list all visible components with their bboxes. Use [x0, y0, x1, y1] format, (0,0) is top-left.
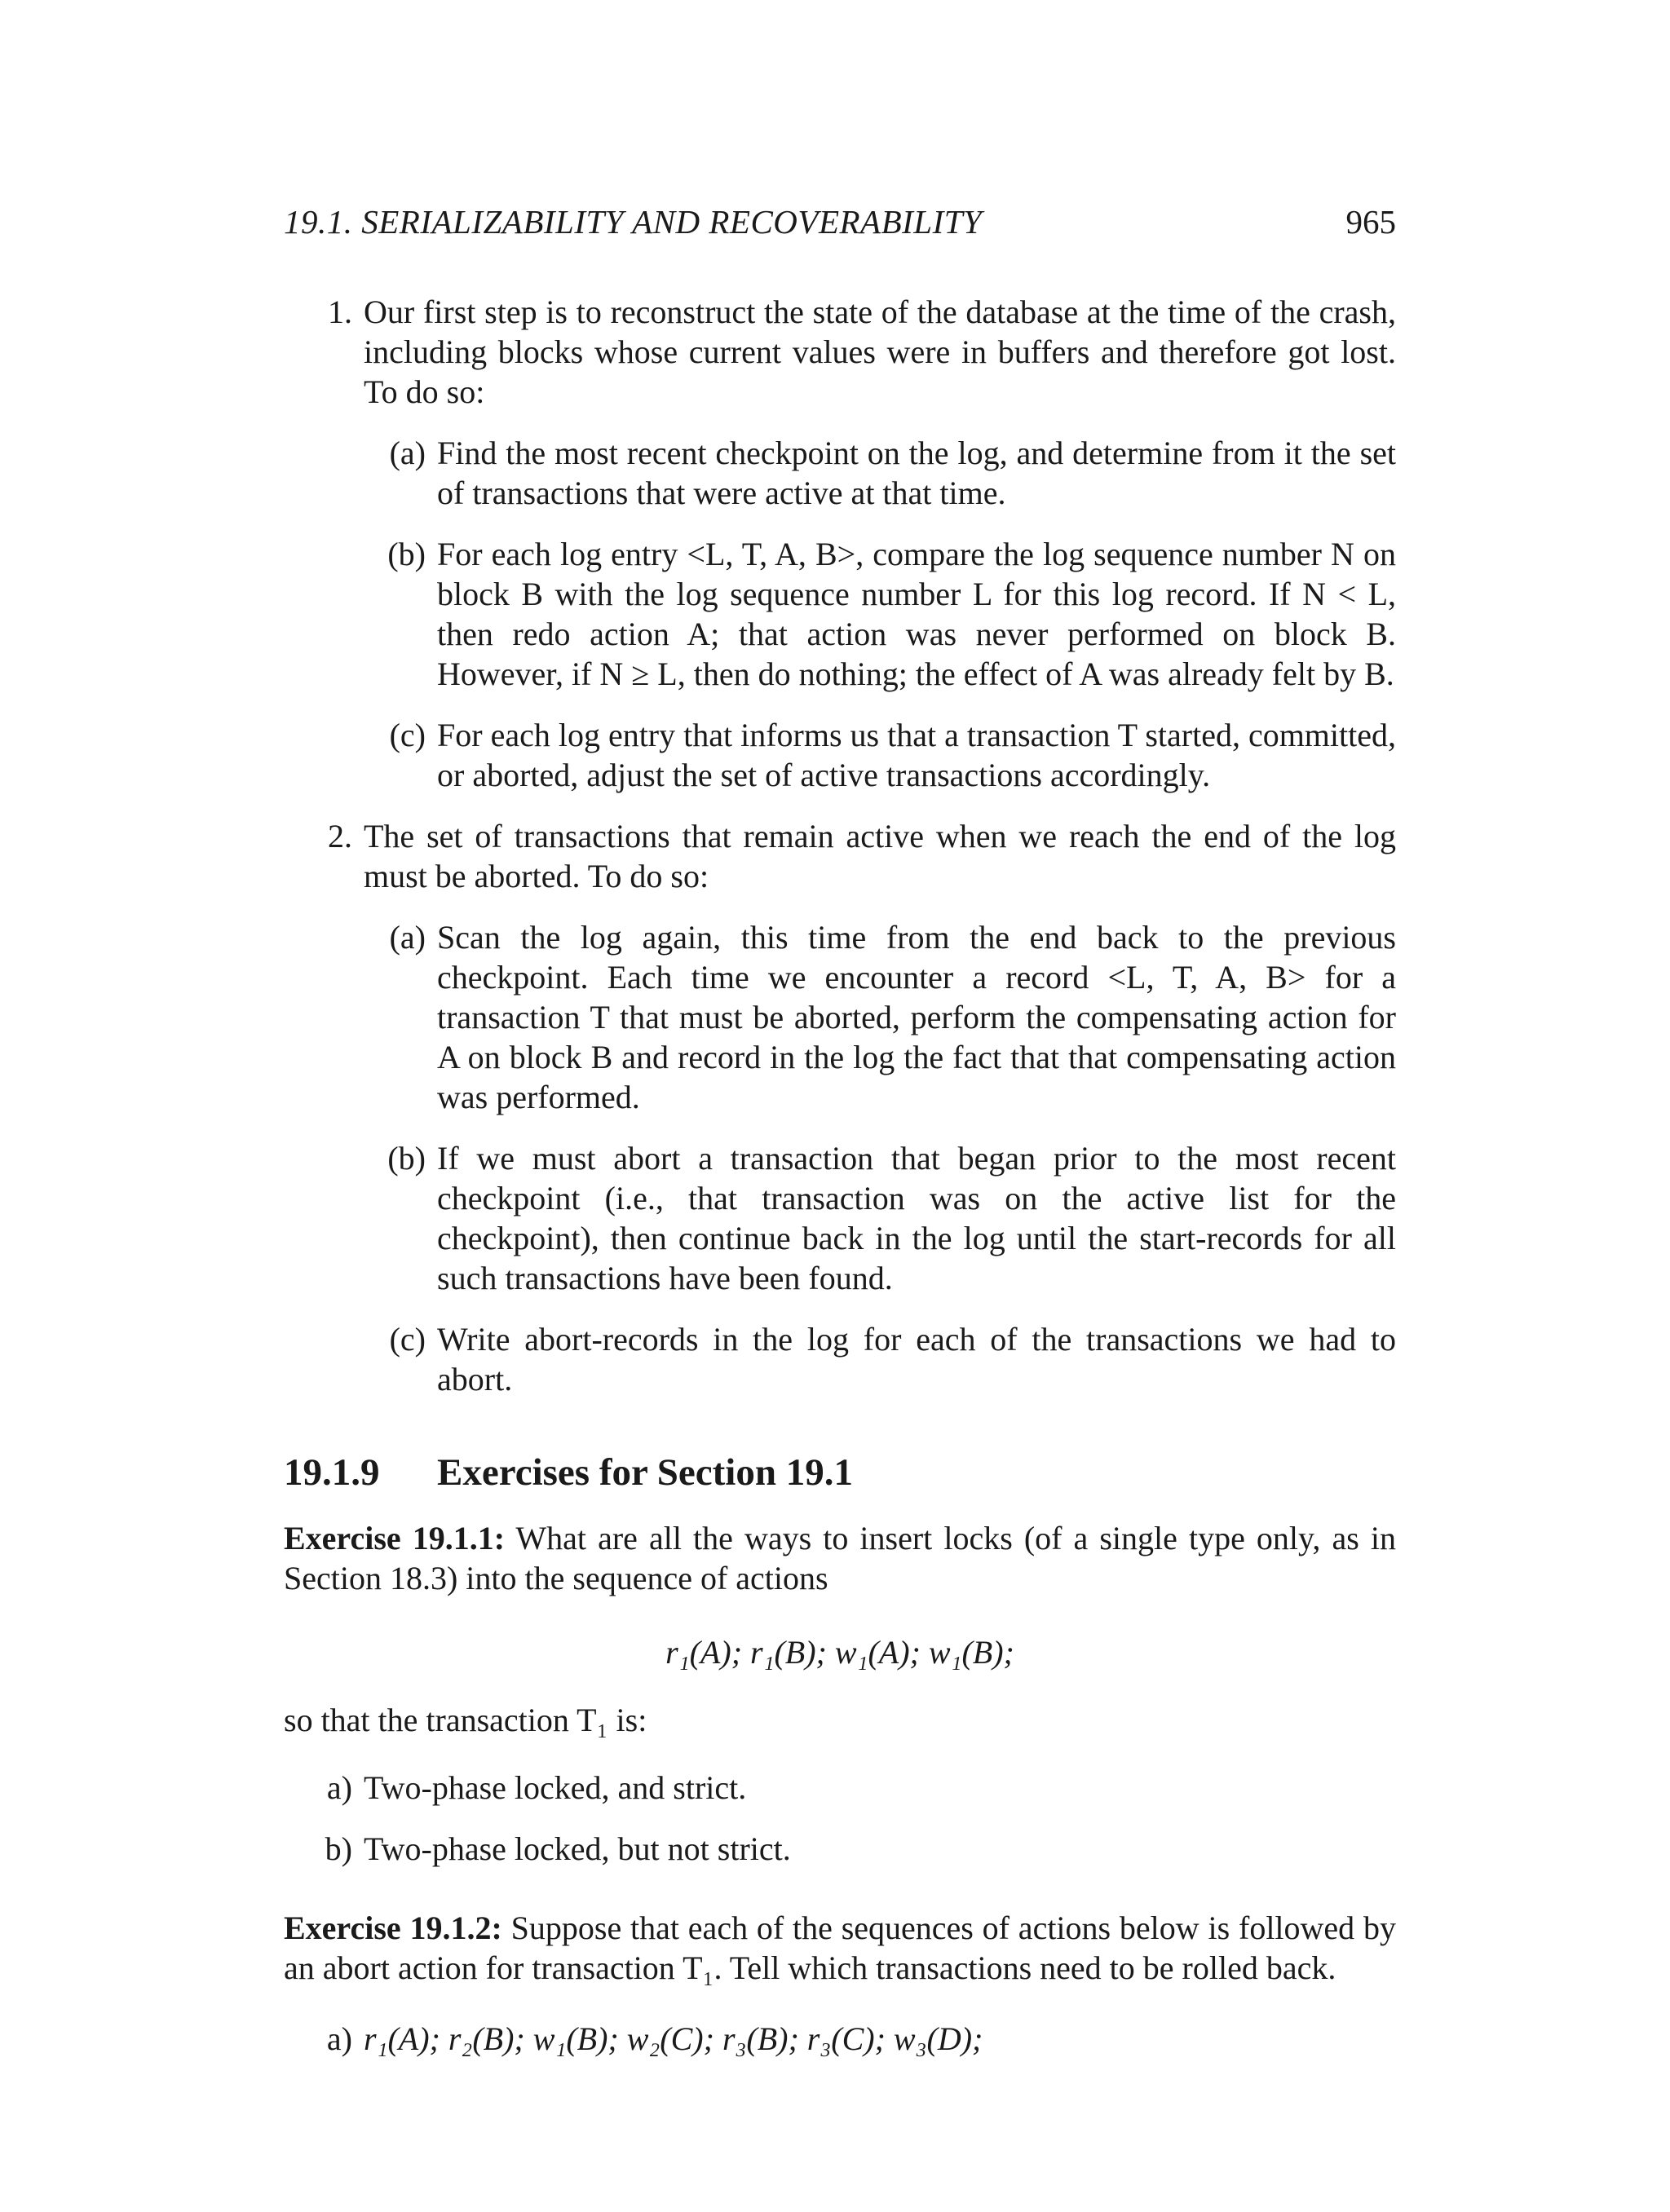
action-sequence: r₁(A); r₁(B); w₁(A); w₁(B);	[665, 1634, 1014, 1671]
section-heading	[284, 1450, 1396, 1495]
part-label: b)	[325, 1830, 352, 1867]
exercise-part-a	[284, 1768, 1396, 1808]
page-number: 965	[1345, 203, 1396, 241]
step-number: 1.	[328, 294, 352, 330]
substep-text: If we must abort a transaction that began prior to the most recent checkpoint (i.e., that transaction was on the active list for the checkpoint), then continue back in the log until the start-records for all such transactions have been found.	[437, 1140, 1396, 1296]
part-label: a)	[326, 1769, 352, 1806]
substep-text: For each log entry <L, T, A, B>, compare the log sequence number N on block B with the log sequence number L for this log record. If N < L, then redo action A; that action was never performed on block B. However, if N ≥ L, then do nothing; the effect of A was already felt by B.	[437, 536, 1396, 692]
substep-1c	[364, 715, 1396, 795]
substep-label: (b)	[387, 1140, 426, 1177]
substep-2c	[364, 1319, 1396, 1399]
section-number: 19.1.9	[284, 1451, 380, 1494]
exercise-label: Exercise 19.1.2:	[284, 1910, 502, 1946]
exercise-part-b	[284, 1829, 1396, 1869]
running-head-title: 19.1. SERIALIZABILITY AND RECOVERABILITY	[284, 203, 983, 241]
step-text: The set of transactions that remain active when we reach the end of the log must be aborted. To do so:	[364, 818, 1396, 894]
page-body	[284, 292, 1396, 2059]
step-text: Our first step is to reconstruct the state of the database at the time of the crash, including blocks whose current values were in buffers and therefore got lost. To do so:	[364, 294, 1396, 410]
exercise-19-1-2	[284, 1908, 1396, 1988]
exercise-continuation: so that the transaction T₁ is:	[284, 1702, 647, 1738]
substep-label: (c)	[389, 1321, 426, 1358]
substep-label: (a)	[389, 435, 426, 471]
exercise-text: Suppose that each of the sequences of actions below is followed by an abort action for transaction T₁. Tell which transactions need to be rolled back.	[284, 1910, 1397, 1986]
recovery-step-1	[284, 292, 1396, 795]
running-head	[284, 202, 1396, 241]
substep-2a	[364, 917, 1396, 1117]
substep-2b	[364, 1138, 1396, 1298]
substep-text: For each log entry that informs us that a transaction T started, committed, or aborted, adjust the set of active transactions accordingly.	[437, 717, 1397, 793]
substep-1b	[364, 534, 1396, 694]
substep-text: Write abort-records in the log for each of the transactions we had to abort.	[437, 1321, 1396, 1397]
part-text: r₁(A); r₂(B); w₁(B); w₂(C); r₃(B); r₃(C); w₃(D);	[364, 2020, 983, 2057]
exercise-label: Exercise 19.1.1:	[284, 1520, 506, 1556]
substep-label: (c)	[389, 717, 426, 753]
substep-label: (b)	[387, 536, 426, 572]
section-title: Exercises for Section 19.1	[437, 1451, 853, 1494]
substep-1a	[364, 433, 1396, 513]
part-text: Two-phase locked, and strict.	[364, 1769, 747, 1806]
part-label: a)	[326, 2020, 352, 2057]
exercise-19-1-1	[284, 1518, 1396, 1598]
part-text: Two-phase locked, but not strict.	[364, 1830, 791, 1867]
substep-label: (a)	[389, 919, 426, 956]
substep-text: Scan the log again, this time from the end back to the previous checkpoint. Each time we encounter a record <L, T, A, B> for a transaction T that must be aborted, perform the compensating action for A on block B and record in the log the fact that that compensating action was performed.	[437, 919, 1396, 1115]
recovery-step-2	[284, 816, 1396, 1399]
substep-text: Find the most recent checkpoint on the log, and determine from it the set of transactions that were active at that time.	[437, 435, 1396, 511]
exercise-text: What are all the ways to insert locks (of a single type only, as in Section 18.3) into the sequence of actions	[284, 1520, 1396, 1596]
exercise-part-a	[284, 2019, 1396, 2059]
step-number: 2.	[328, 818, 352, 854]
